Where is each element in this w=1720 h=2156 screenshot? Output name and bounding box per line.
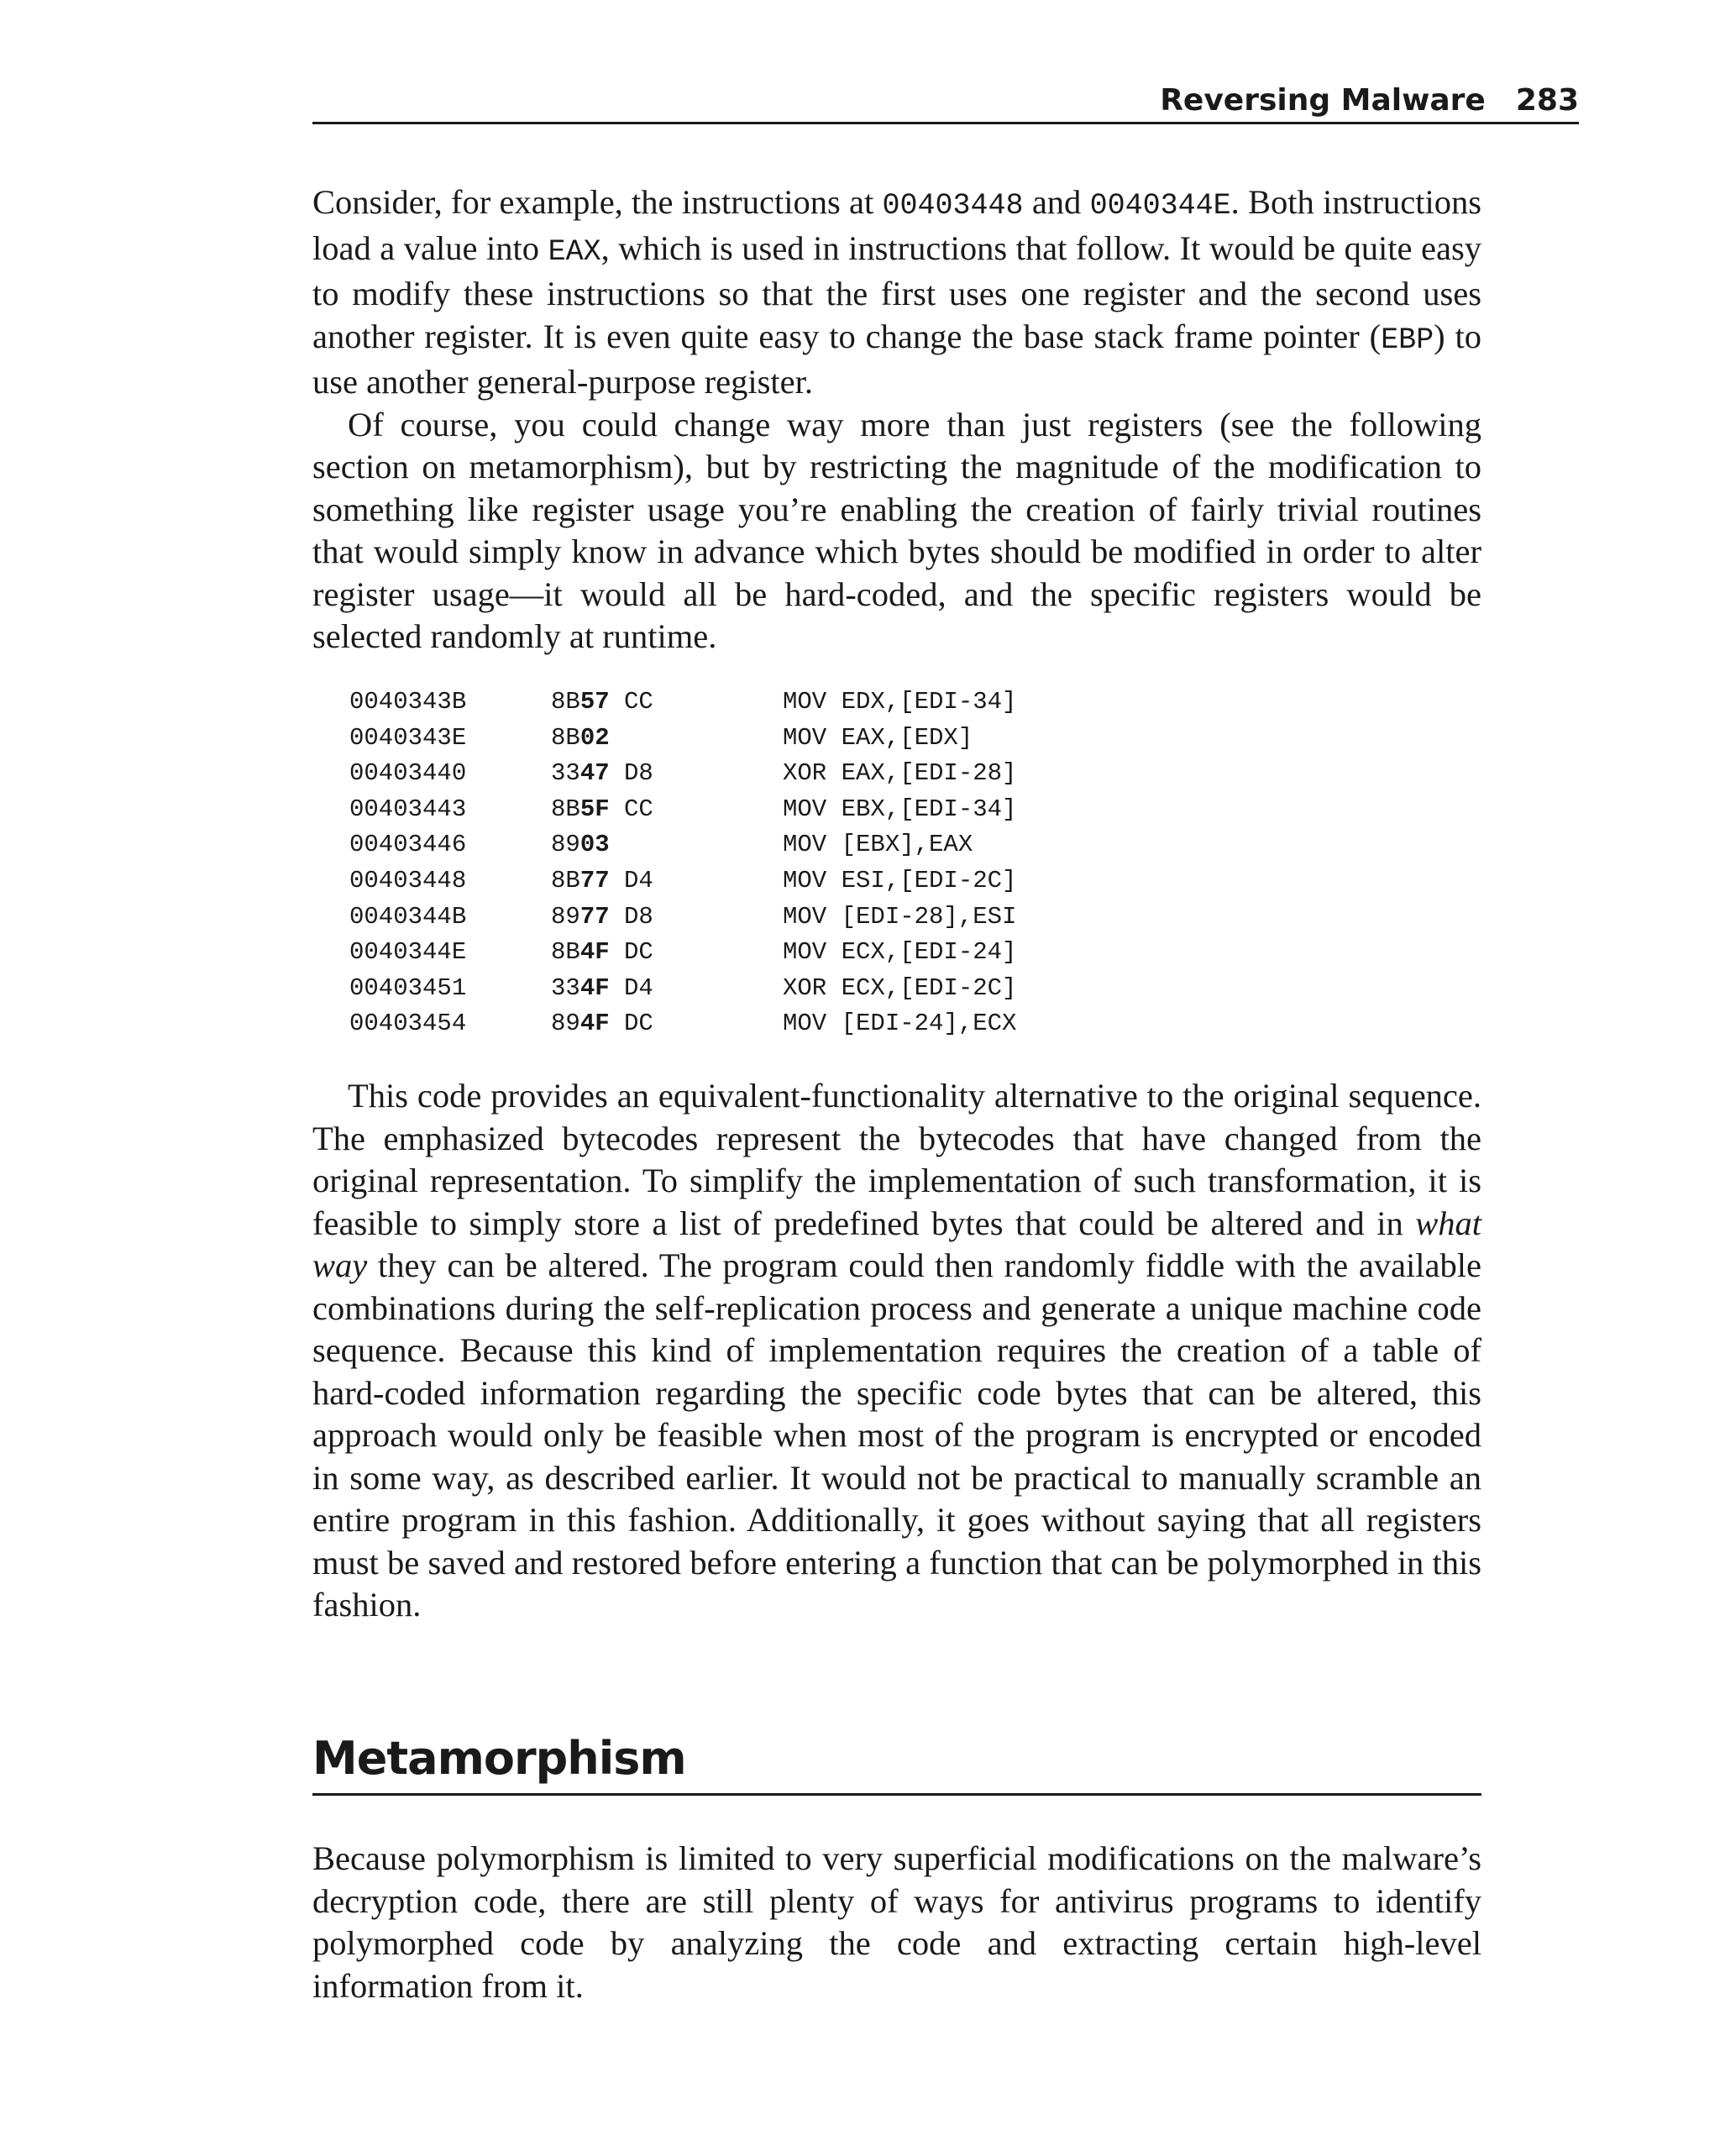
listing-instruction: MOV EDX,[EDI-34] xyxy=(783,688,1017,716)
listing-bytes: 8903 xyxy=(551,831,610,859)
listing-bytes: 334F D4 xyxy=(551,973,653,1002)
code-listing xyxy=(349,685,1016,1042)
listing-bytes: 8B02 xyxy=(551,723,610,752)
running-header xyxy=(312,80,1579,124)
paragraph-1: Consider, for example, the instructions at 00403448 and 0040344E. Both instructions load a value into EAX, which is used in instructions that follow. It would be quite easy to modify these instructions so that the first uses one register and the second uses another register. It is even quite easy to change the base stack frame pointer (EBP) to use another general-purpose register. xyxy=(312,183,1481,401)
listing-address: 0040343B xyxy=(349,688,467,716)
listing-instruction: XOR ECX,[EDI-2C] xyxy=(783,973,1017,1002)
listing-row xyxy=(349,900,1016,936)
listing-bytes: 3347 D8 xyxy=(551,759,653,788)
listing-instruction: MOV [EDI-24],ECX xyxy=(783,1010,1017,1038)
listing-row xyxy=(349,792,1016,828)
listing-address: 0040343E xyxy=(349,723,467,752)
listing-row xyxy=(349,863,1016,900)
lower-text-block xyxy=(312,1838,1481,2007)
emphasis: what way xyxy=(312,1204,1481,1284)
listing-address: 00403440 xyxy=(349,759,467,788)
listing-instruction: MOV EBX,[EDI-34] xyxy=(783,795,1017,823)
listing-bytes: 8977 D8 xyxy=(551,902,653,931)
listing-row xyxy=(349,1006,1016,1042)
listing-bytes: 8B4F DC xyxy=(551,938,653,967)
listing-address: 00403448 xyxy=(349,866,467,894)
listing-bytes: 894F DC xyxy=(551,1010,653,1038)
listing-address: 00403451 xyxy=(349,973,467,1002)
listing-row xyxy=(349,935,1016,971)
listing-row xyxy=(349,971,1016,1007)
paragraph-3: This code provides an equivalent-functionality alternative to the original sequence. The emphasized bytecodes represent the bytecodes that have changed from the original representation. To simplify the implementation of such transformation, it is feasible to simply store a list of predefined bytes that could be altered and in what way they can be altered. The program could then randomly fiddle with the available combinations during the self-replication process and generate a unique machine code sequence. Because this kind of implementation requires the creation of a table of hard-coded information regarding the specific code bytes that can be altered, this approach would only be feasible when most of the program is encrypted or encoded in some way, as described earlier. It would not be practical to manually scramble an entire program in this fashion. Additionally, it goes without saying that all registers must be saved and restored before entering a function that can be polymorphed in this fashion. xyxy=(312,1077,1481,1624)
listing-address: 0040344B xyxy=(349,902,467,931)
listing-address: 0040344E xyxy=(349,938,467,967)
register-ref: EBP xyxy=(1381,323,1434,357)
listing-row xyxy=(349,756,1016,792)
listing-address: 00403446 xyxy=(349,831,467,859)
upper-text-block xyxy=(312,181,1481,658)
address-ref: 0040344E xyxy=(1089,189,1231,223)
register-ref: EAX xyxy=(548,234,601,269)
listing-bytes: 8B57 CC xyxy=(551,688,653,716)
listing-instruction: XOR EAX,[EDI-28] xyxy=(783,759,1017,788)
paragraph-4: Because polymorphism is limited to very superficial modifications on the malware’s decryption code, there are still plenty of ways for antivirus programs to identify polymorphed code by analyzing the code and extracting certain high-level information from it. xyxy=(312,1839,1481,2005)
address-ref: 00403448 xyxy=(882,189,1024,223)
listing-bytes: 8B5F CC xyxy=(551,795,653,823)
listing-instruction: MOV ECX,[EDI-24] xyxy=(783,938,1017,967)
middle-text-block xyxy=(312,1075,1481,1627)
listing-row xyxy=(349,685,1016,721)
listing-instruction: MOV [EDI-28],ESI xyxy=(783,902,1017,931)
listing-row xyxy=(349,721,1016,757)
listing-instruction: MOV EAX,[EDX] xyxy=(783,723,973,752)
listing-instruction: MOV ESI,[EDI-2C] xyxy=(783,866,1017,894)
paragraph-2: Of course, you could change way more than just registers (see the following section on metamorphism), but by restricting the magnitude of the modification to something like register usage you’re enabling the creation of fairly trivial routines that would simply know in advance which bytes should be modified in order to alter register usage—it would all be hard-coded, and the specific registers would be selected randomly at runtime. xyxy=(312,405,1481,655)
page-number: 283 xyxy=(1515,83,1579,118)
listing-address: 00403454 xyxy=(349,1010,467,1038)
section-heading: Metamorphism xyxy=(312,1726,1481,1796)
listing-row xyxy=(349,827,1016,863)
listing-address: 00403443 xyxy=(349,795,467,823)
listing-instruction: MOV [EBX],EAX xyxy=(783,831,973,859)
header-title: Reversing Malware xyxy=(1160,83,1486,118)
listing-bytes: 8B77 D4 xyxy=(551,866,653,894)
